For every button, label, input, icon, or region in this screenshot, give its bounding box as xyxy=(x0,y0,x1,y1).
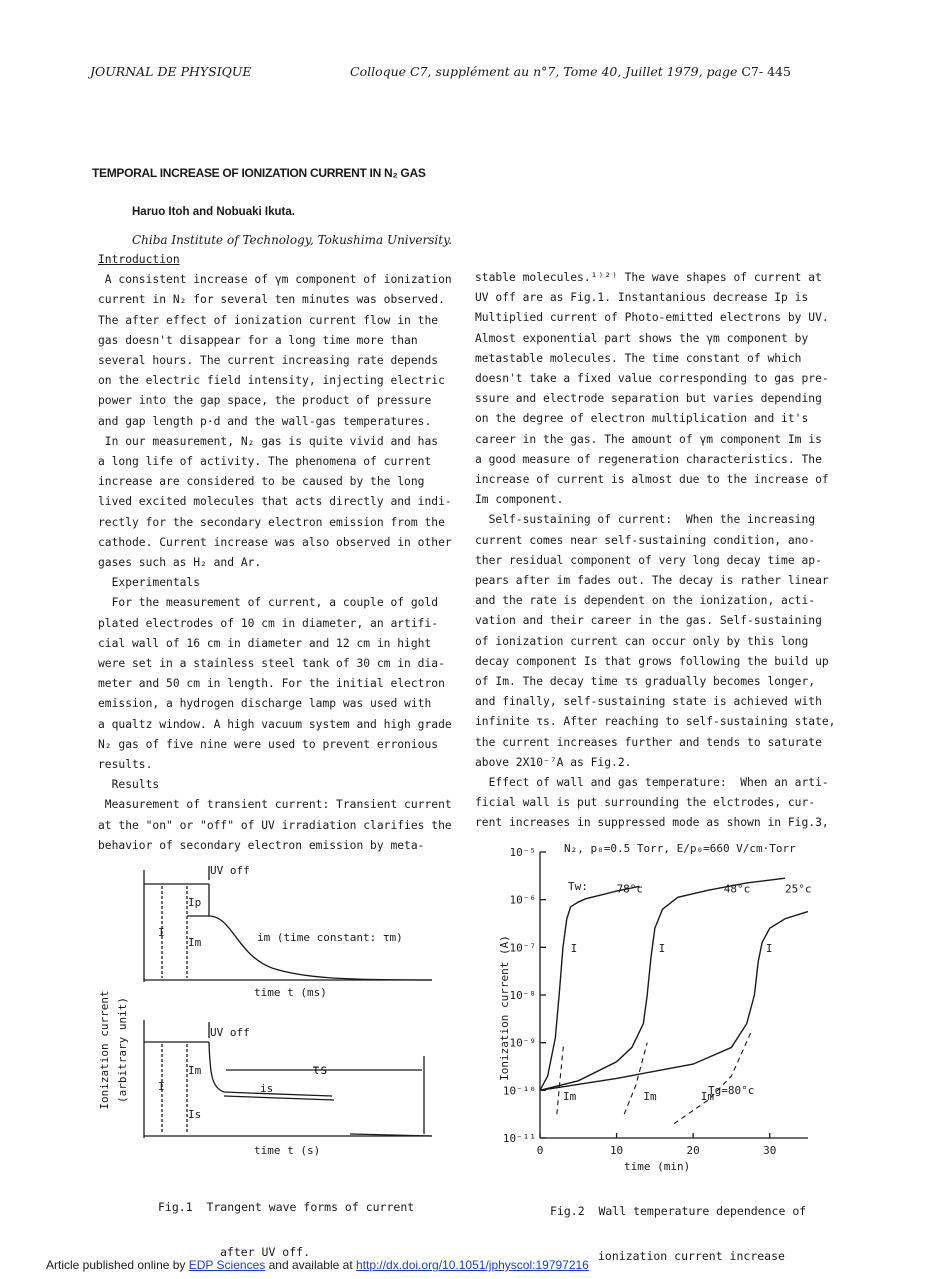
right-column-line: rent increases in suppressed mode as shown in Fig.3, xyxy=(475,816,829,830)
fig2-x-tick-label: 20 xyxy=(686,1144,700,1157)
fig2-y-tick-label: 10⁻⁷ xyxy=(509,941,536,955)
left-column-line: A consistent increase of γm component of ionization xyxy=(98,273,452,287)
fig2-i-label: I xyxy=(658,942,666,956)
fig2-im-dashed-line xyxy=(674,1033,751,1124)
fig1-top-curve-label: im (time constant: τm) xyxy=(257,931,403,944)
right-column-line: stable molecules.¹⁾²⁾ The wave shapes of current at xyxy=(475,271,822,284)
right-column-line: Almost exponential part shows the γm component by xyxy=(475,331,809,345)
right-column-line: ther residual component of very long decay time ap- xyxy=(475,553,822,567)
left-column-line: current in N₂ for several ten minutes was observed. xyxy=(98,293,445,307)
right-column-line: Effect of wall and gas temperature: When an arti- xyxy=(475,776,829,790)
edp-sciences-link[interactable]: EDP Sciences xyxy=(188,1258,266,1272)
left-text-column xyxy=(98,250,452,856)
right-column-line: above 2X10⁻⁷A as Fig.2. xyxy=(475,755,632,769)
right-column-line: and the rate is dependent on the ionization, acti- xyxy=(475,594,816,608)
fig1-bottom-im-label: Im xyxy=(188,1064,202,1077)
right-text-column xyxy=(475,268,835,834)
paper-title: TEMPORAL INCREASE OF IONIZATION CURRENT IN N₂ GAS xyxy=(92,166,426,180)
left-column-line: cial wall of 16 cm in diameter and 12 cm in hight xyxy=(98,636,432,650)
fig2-ylabel: Ionization current (A) xyxy=(498,935,511,1081)
left-column-line: cathode. Current increase was also observed in other xyxy=(98,535,452,549)
fig2-y-tick-label: 10⁻⁵ xyxy=(509,846,536,859)
left-column-line: rectly for the secondary electron emission from the xyxy=(98,515,445,529)
right-column-line: the current increases further and tends to saturate xyxy=(475,735,822,749)
left-column-line: Measurement of transient current: Transient current xyxy=(98,798,452,812)
right-column-line: UV off are as Fig.1. Instantanious decrease Ip is xyxy=(475,291,809,305)
fig2-series-line xyxy=(540,878,785,1090)
fig2-series-name: 78°c xyxy=(616,882,644,896)
fig1-bottom-tau-label: τs xyxy=(312,1063,328,1078)
fig1-bottom-xlabel: time t (s) xyxy=(254,1144,321,1157)
right-column-line: infinite τs. After reaching to self-sustaining state, xyxy=(475,715,836,729)
fig2-series-name: 25°c xyxy=(785,882,812,896)
fig1-top-ip-label: Ip xyxy=(188,896,202,909)
fig2-im-label: Im xyxy=(562,1089,577,1103)
figure-2-chart xyxy=(490,838,820,1174)
fig2-xlabel: time (min) xyxy=(624,1160,691,1173)
footer-text-1: Article published online by xyxy=(46,1258,186,1272)
left-column-line: results. xyxy=(98,758,153,772)
fig1-bottom-is-label: Is xyxy=(188,1108,202,1121)
left-column-line: at the "on" or "off" of UV irradiation clarifies the xyxy=(98,818,452,832)
fig2-im-label: Im xyxy=(643,1089,657,1103)
left-column-line: a qualtz window. A high vacuum system and high grade xyxy=(98,717,452,731)
figure-1 xyxy=(92,850,442,1170)
page-number: C7- 445 xyxy=(741,64,791,79)
fig2-series-line xyxy=(540,912,808,1091)
fig2-y-tick-label: 10⁻⁶ xyxy=(509,893,536,907)
fig2-i-label: I xyxy=(765,942,773,956)
left-column-line: The after effect of ionization current flow in the xyxy=(98,313,439,327)
fig2-im-dashed-line xyxy=(624,1043,647,1115)
right-column-line: career in the gas. The amount of γm component Im is xyxy=(475,432,822,446)
fig1-bottom-is-curve-label: is xyxy=(260,1082,274,1095)
right-column-line: increase of current is almost due to the increase of xyxy=(475,473,829,487)
fig1-bottom-uv-off-label: UV off xyxy=(210,1026,250,1039)
fig1-top-im-label: Im xyxy=(188,936,202,949)
colloque-reference xyxy=(350,64,791,79)
right-column-line: Multiplied current of Photo-emitted electrons by UV. xyxy=(475,311,829,325)
left-column-line: gas doesn't disappear for a long time more than xyxy=(98,333,418,347)
fig2-series-line xyxy=(540,886,640,1090)
fig2-i-label: I xyxy=(570,942,578,956)
fig2-series-name: 48°c xyxy=(723,882,751,896)
right-column-line: a good measure of regeneration characteristics. The xyxy=(475,452,822,466)
fig1-top-i-label: I xyxy=(158,926,165,939)
fig2-caption-line2: ionization current increase xyxy=(598,1249,785,1263)
left-column-line: a long life of activity. The phenomena of current xyxy=(98,455,432,469)
right-column-line: current comes near self-sustaining condition, ano- xyxy=(475,533,816,547)
fig1-top-xlabel: time t (ms) xyxy=(254,986,327,999)
fig1-caption-line1: Fig.1 Trangent wave forms of current xyxy=(158,1200,415,1214)
doi-link[interactable]: http://dx.doi.org/10.1051/jphyscol:19797216 xyxy=(356,1258,589,1272)
colloque-text: Colloque C7, supplément au n°7, Tome 40, Juillet 1979, page xyxy=(350,64,738,79)
fig2-tg-annotation: Tg=80°c xyxy=(708,1084,755,1097)
right-column-line: Im component. xyxy=(475,493,564,507)
right-column-line: of Im. The decay time τs gradually becomes longer, xyxy=(475,675,816,689)
fig1-ylabel-line1: Ionization current xyxy=(98,990,111,1110)
fig2-y-tick-label: 10⁻¹¹ xyxy=(502,1132,536,1145)
fig2-legend-prefix: Tw: xyxy=(568,880,588,893)
left-column-line: were set in a stainless steel tank of 30 cm in dia- xyxy=(98,657,445,671)
fig1-caption-line2: after UV off. xyxy=(220,1245,311,1259)
left-column-line: behavior of secondary electron emission by meta- xyxy=(98,838,425,852)
left-column-line: For the measurement of current, a couple of gold xyxy=(98,596,439,610)
article-footer xyxy=(46,1258,589,1272)
right-column-line: metastable molecules. The time constant of which xyxy=(475,351,802,365)
left-column-line: meter and 50 cm in length. For the initial electron xyxy=(98,677,445,691)
left-column-line: lived excited molecules that acts directly and indi- xyxy=(98,495,452,509)
fig2-im-dashed-line xyxy=(557,1043,564,1115)
right-column-line: and finally, self-sustaining state is achieved with xyxy=(475,695,822,709)
footer-text-2: and available at xyxy=(268,1258,353,1272)
left-column-line: emission, a hydrogen discharge lamp was used with xyxy=(98,697,432,711)
fig2-y-tick-label: 10⁻⁹ xyxy=(509,1036,536,1050)
right-column-line: ssure and electrode separation but varies depending xyxy=(475,392,822,406)
fig2-title: N₂, p₀=0.5 Torr, E/p₀=660 V/cm·Torr xyxy=(564,842,796,855)
right-column-line: pears after im fades out. The decay is rather linear xyxy=(475,574,829,588)
fig2-y-tick-label: 10⁻¹⁰ xyxy=(502,1084,536,1098)
right-column-line: ficial wall is put surrounding the elctrodes, cur- xyxy=(475,796,816,810)
left-column-line: power into the gap space, the product of pressure xyxy=(98,394,432,408)
left-column-line: increase are considered to be caused by the long xyxy=(98,475,425,489)
fig2-x-tick-label: 30 xyxy=(763,1144,777,1157)
left-column-line: several hours. The current increasing rate depends xyxy=(98,354,439,368)
paper-affiliation: Chiba Institute of Technology, Tokushima University. xyxy=(132,233,453,247)
fig1-ylabel-line2: (arbitrary unit) xyxy=(116,997,129,1103)
fig1-top-im-curve xyxy=(209,916,432,980)
paper-authors: Haruo Itoh and Nobuaki Ikuta. xyxy=(132,206,295,218)
left-column-line: In our measurement, N₂ gas is quite vivid and has xyxy=(98,434,439,448)
left-column-line: Introduction xyxy=(98,253,180,266)
left-column-line: and gap length p·d and the wall-gas temperatures. xyxy=(98,414,432,428)
right-column-line: on the degree of electron multiplication and it's xyxy=(475,412,809,426)
left-column-line: Results xyxy=(98,778,160,792)
right-column-line: of ionization current can occur only by this long xyxy=(475,634,809,648)
fig2-x-tick-label: 10 xyxy=(609,1144,624,1157)
fig2-x-tick-label: 0 xyxy=(536,1144,544,1157)
left-column-line: plated electrodes of 10 cm in diameter, an artifi- xyxy=(98,616,439,630)
fig1-top-uv-off-label: UV off xyxy=(210,864,250,877)
left-column-line: Experimentals xyxy=(98,576,201,590)
fig2-im-label: Im xyxy=(700,1089,715,1103)
right-column-line: Self-sustaining of current: When the increasing xyxy=(475,513,816,527)
right-column-line: decay component Is that grows following the build up xyxy=(475,654,829,668)
left-column-line: N₂ gas of five nine were used to prevent erronious xyxy=(98,737,439,751)
fig1-bottom-is-curve xyxy=(224,1096,334,1100)
fig1-bottom-i-label: I xyxy=(158,1080,165,1093)
left-column-line: on the electric field intensity, injecting electric xyxy=(98,374,445,388)
right-column-line: vation and their career in the gas. Self-sustaining xyxy=(475,614,822,628)
fig2-caption-line1: Fig.2 Wall temperature dependence of xyxy=(550,1204,807,1218)
right-column-line: doesn't take a fixed value corresponding to gas pre- xyxy=(475,372,829,386)
left-column-line: gases such as H₂ and Ar. xyxy=(98,556,262,570)
fig2-y-tick-label: 10⁻⁸ xyxy=(509,989,536,1002)
journal-name: JOURNAL DE PHYSIQUE xyxy=(90,64,252,79)
